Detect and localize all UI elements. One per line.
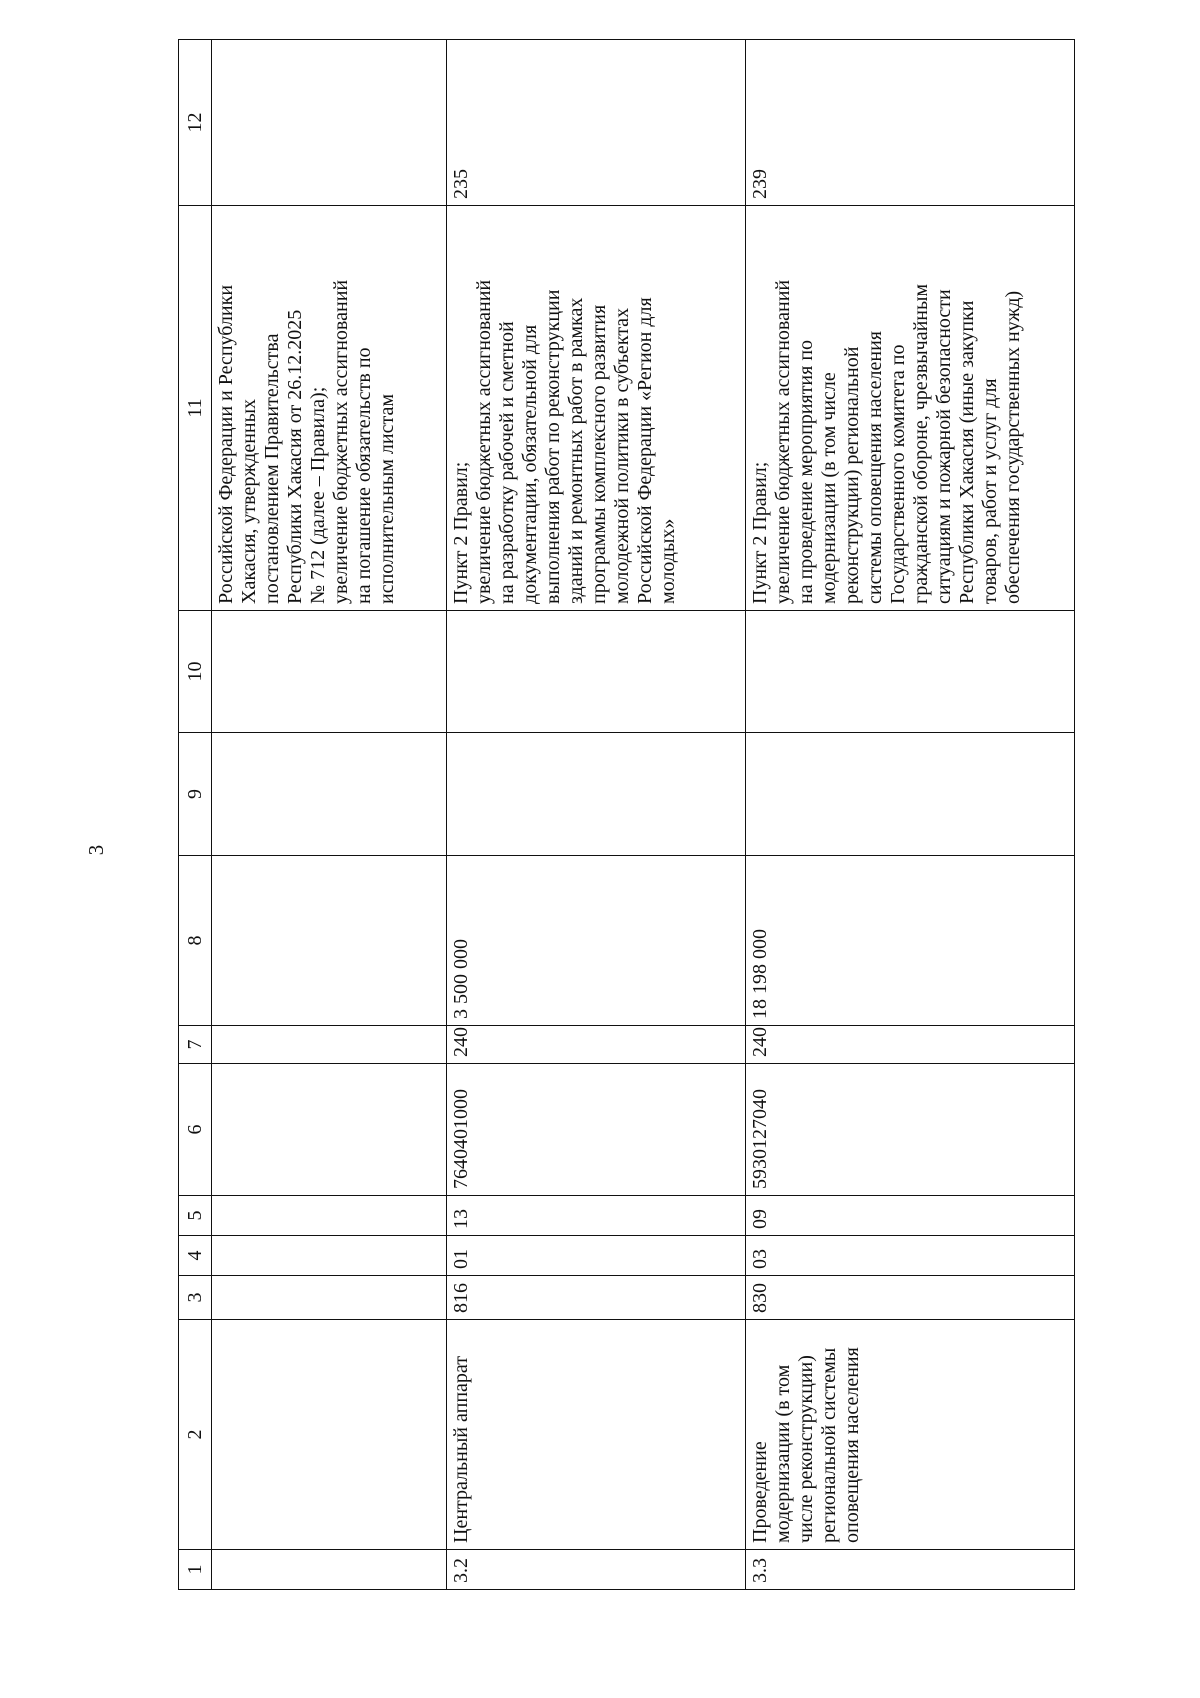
- text-line: увеличение бюджетных ассигнований: [772, 279, 794, 604]
- cell-empty: [212, 1550, 447, 1590]
- text-line: Пункт 2 Правил;: [749, 461, 771, 604]
- cell-col10: [447, 611, 746, 733]
- text-line: постановлением Правительства: [261, 333, 283, 604]
- cell-empty: [212, 1196, 447, 1236]
- cell-col10: [746, 611, 1075, 733]
- budget-table: [178, 39, 1075, 1590]
- col-header-12: 12: [179, 40, 212, 206]
- text-line: зданий и ремонтных работ в рамках: [565, 297, 587, 604]
- text-line: исполнительным листам: [376, 394, 398, 604]
- text-line: модернизации (в том числе: [818, 372, 840, 604]
- cell-row-number: 3.2: [447, 1550, 746, 1590]
- cell-section-code: 03: [746, 1236, 1075, 1276]
- cell-expense-type: 240: [746, 1026, 1075, 1064]
- page-number: 3: [84, 844, 108, 856]
- text-line: обеспечения государственных нужд): [1002, 290, 1024, 604]
- text-line: товаров, работ и услуг для: [979, 378, 1001, 604]
- text-line: на проведение мероприятия по: [795, 339, 817, 604]
- col-header-11: 11: [179, 206, 212, 611]
- cell-ministry-code: 816: [447, 1276, 746, 1320]
- cell-subsection-code: 09: [746, 1196, 1075, 1236]
- text-line: гражданской обороне, чрезвычайным: [910, 283, 932, 604]
- col-header-8: 8: [179, 856, 212, 1026]
- cell-justification: [212, 206, 447, 611]
- col-header-5: 5: [179, 1196, 212, 1236]
- col-header-4: 4: [179, 1236, 212, 1276]
- col-header-9: 9: [179, 733, 212, 856]
- cell-empty: [212, 40, 447, 206]
- text-line: выполнения работ по реконструкции: [542, 289, 564, 604]
- text-line: молодежной политики в субъектах: [611, 307, 633, 604]
- text-line: молодых»: [657, 518, 679, 604]
- cell-empty: [212, 856, 447, 1026]
- cell-amount: 3 500 000: [447, 856, 746, 1026]
- cell-row-number: 3.3: [746, 1550, 1075, 1590]
- cell-empty: [212, 1064, 447, 1196]
- cell-col9: [746, 733, 1075, 856]
- text-line: Хакасия, утвержденных: [238, 398, 260, 604]
- cell-name: Проведение модернизации (в том числе реконструкции) региональной системы оповещения населения: [746, 1320, 1075, 1550]
- text-line: документации, обязательной для: [519, 324, 541, 604]
- cell-justification: [746, 206, 1075, 611]
- text-line: Республики Хакасия (иные закупки: [956, 300, 978, 604]
- cell-name: Центральный аппарат: [447, 1320, 746, 1550]
- cell-subsection-code: 13: [447, 1196, 746, 1236]
- col-header-3: 3: [179, 1276, 212, 1320]
- text-line: на погашение обязательств по: [353, 347, 375, 604]
- cell-target-code: 7640401000: [447, 1064, 746, 1196]
- table-row: [746, 40, 1075, 1590]
- cell-empty: [212, 733, 447, 856]
- text-line: Пункт 2 Правил;: [450, 461, 472, 604]
- col-header-6: 6: [179, 1064, 212, 1196]
- cell-empty: [212, 1026, 447, 1064]
- text-line: увеличение бюджетных ассигнований: [473, 279, 495, 604]
- text-line: программы комплексного развития: [588, 304, 610, 604]
- col-header-2: 2: [179, 1320, 212, 1550]
- cell-empty: [212, 1236, 447, 1276]
- text-line: ситуациям и пожарной безопасности: [933, 289, 955, 604]
- cell-amount: 18 198 000: [746, 856, 1075, 1026]
- text-line: Российской Федерации «Регион для: [634, 297, 656, 604]
- text-line: Российской Федерации и Республики: [215, 284, 237, 604]
- table-row: [447, 40, 746, 1590]
- cell-reference-number: 235: [447, 40, 746, 206]
- text-line: Государственного комитета по: [887, 344, 909, 604]
- cell-reference-number: 239: [746, 40, 1075, 206]
- cell-ministry-code: 830: [746, 1276, 1075, 1320]
- rotated-table-container: [178, 40, 1078, 1590]
- col-header-7: 7: [179, 1026, 212, 1064]
- header-row: [179, 40, 212, 1590]
- text-line: № 712 (далее – Правила);: [307, 386, 329, 604]
- cell-empty: [212, 1320, 447, 1550]
- cell-col9: [447, 733, 746, 856]
- text-line: реконструкции) региональной: [841, 346, 863, 604]
- text-line: Республики Хакасия от 26.12.2025: [284, 309, 306, 604]
- table-row-continuation: [212, 40, 447, 1590]
- cell-empty: [212, 611, 447, 733]
- text-line: увеличение бюджетных ассигнований: [330, 279, 352, 604]
- cell-target-code: 5930127040: [746, 1064, 1075, 1196]
- cell-empty: [212, 1276, 447, 1320]
- text-line: системы оповещения населения: [864, 331, 886, 604]
- col-header-1: 1: [179, 1550, 212, 1590]
- col-header-10: 10: [179, 611, 212, 733]
- cell-justification: [447, 206, 746, 611]
- text-line: на разработку рабочей и сметной: [496, 321, 518, 604]
- cell-section-code: 01: [447, 1236, 746, 1276]
- cell-expense-type: 240: [447, 1026, 746, 1064]
